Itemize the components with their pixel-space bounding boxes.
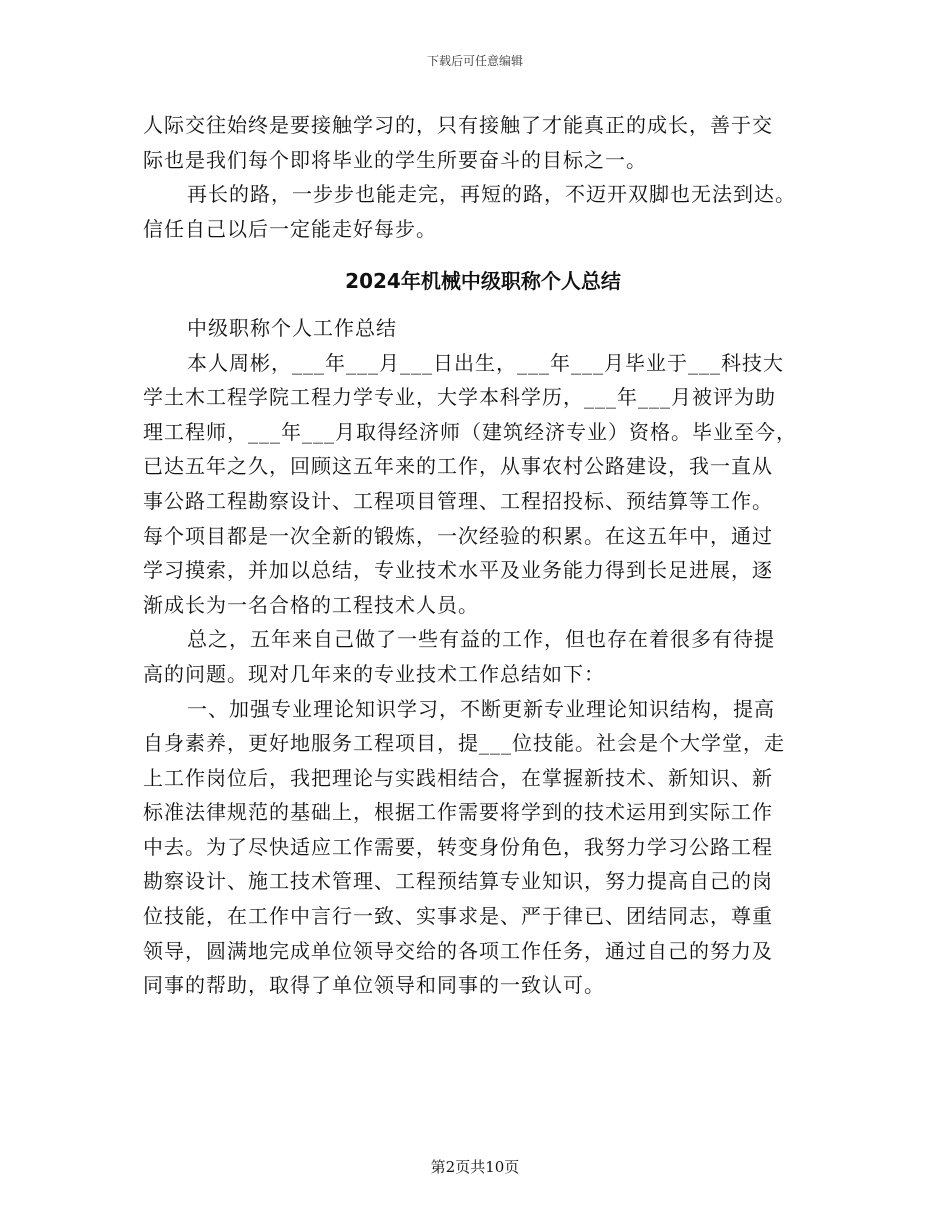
document-title: 2024年机械中级职称个人总结	[345, 269, 621, 294]
paragraph-line: 本人周彬，___年___月___日出生，___年___月毕业于___科技大	[187, 350, 784, 375]
paragraph-line: 学习摸索，并加以总结，专业技术水平及业务能力得到长足进展，逐	[143, 558, 773, 583]
page-header: 下载后可任意编辑	[426, 54, 523, 68]
paragraph-line: 一、加强专业理论知识学习，不断更新专业理论知识结构，提高	[187, 696, 775, 721]
document-body	[143, 108, 823, 1003]
paragraph-line: 上工作岗位后，我把理论与实践相结合，在掌握新技术、新知识、新	[143, 765, 773, 790]
subheading: 中级职称个人工作总结	[187, 315, 397, 340]
paragraph-line: 中去。为了尽快适应工作需要，转变身份角色，我努力学习公路工程	[143, 834, 773, 859]
paragraph-line: 渐成长为一名合格的工程技术人员。	[143, 592, 479, 617]
paragraph-line: 已达五年之久，回顾这五年来的工作，从事农村公路建设，我一直从	[143, 454, 773, 479]
paragraph-line: 事公路工程勘察设计、工程项目管理、工程招投标、预结算等工作。	[143, 488, 773, 513]
paragraph-line: 际也是我们每个即将毕业的学生所要奋斗的目标之一。	[143, 147, 647, 172]
paragraph-line: 自身素养，更好地服务工程项目，提___位技能。社会是个大学堂，走	[143, 731, 785, 756]
paragraph-line: 信任自己以后一定能走好每步。	[143, 216, 437, 241]
paragraph-line: 学土木工程学院工程力学专业，大学本科学历，___年___月被评为助	[143, 385, 776, 410]
paragraph-line: 每个项目都是一次全新的锻炼，一次经验的积累。在这五年中，通过	[143, 523, 773, 548]
paragraph-line: 勘察设计、施工技术管理、工程预结算专业知识，努力提高自己的岗	[143, 869, 773, 894]
paragraph-line: 领导，圆满地完成单位领导交给的各项工作任务，通过自己的努力及	[143, 938, 773, 963]
paragraph-line: 高的问题。现对几年来的专业技术工作总结如下：	[143, 661, 605, 686]
page-number: 第2页共10页	[430, 1158, 520, 1176]
paragraph-line: 标准法律规范的基础上，根据工作需要将学到的技术运用到实际工作	[143, 800, 773, 825]
paragraph-line: 总之，五年来自己做了一些有益的工作，但也存在着很多有待提	[187, 627, 775, 652]
paragraph-line: 人际交往始终是要接触学习的，只有接触了才能真正的成长，善于交	[143, 113, 773, 137]
paragraph-line: 理工程师，___年___月取得经济师（建筑经济专业）资格。毕业至今，	[143, 419, 797, 444]
paragraph-line: 位技能，在工作中言行一致、实事求是、严于律已、团结同志，尊重	[143, 904, 773, 929]
paragraph-line: 再长的路，一步步也能走完，再短的路，不迈开双脚也无法到达。	[187, 182, 796, 207]
paragraph-line: 同事的帮助，取得了单位领导和同事的一致认可。	[143, 973, 605, 998]
